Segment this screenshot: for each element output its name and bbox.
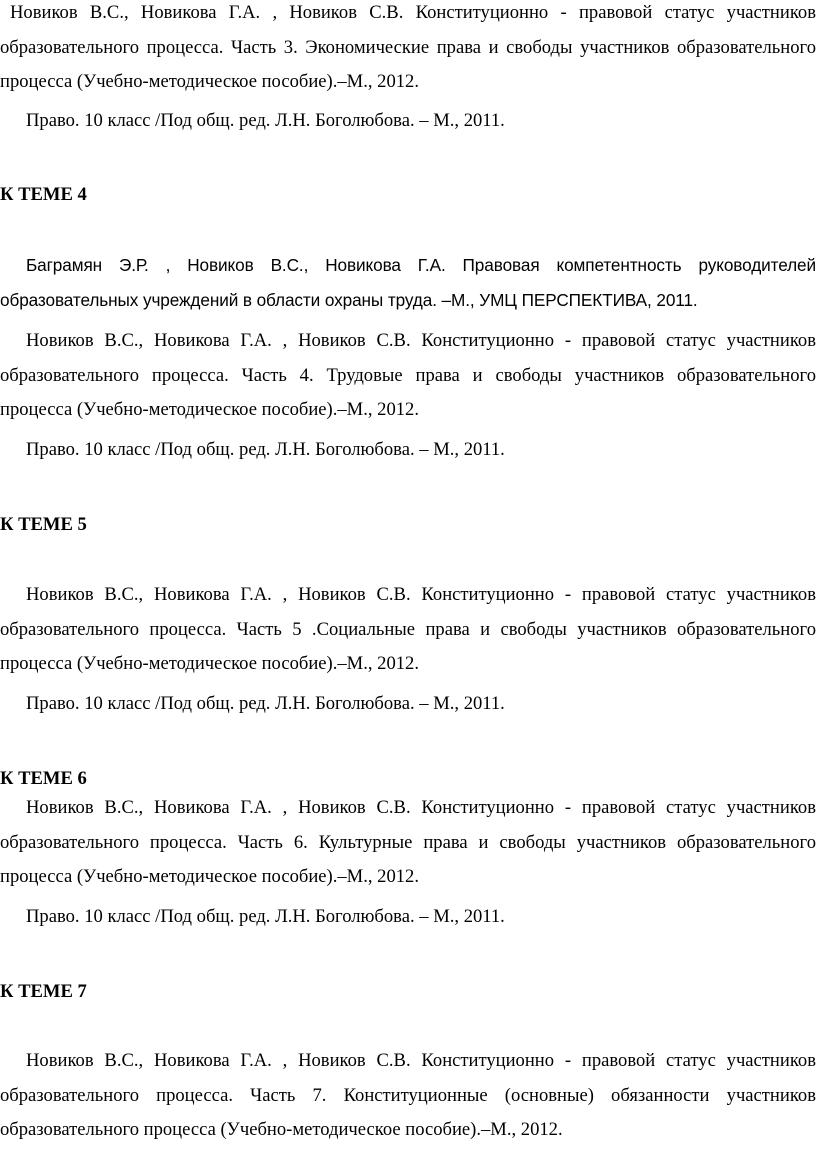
reference-novikov-part-4: Новиков В.С., Новикова Г.А. , Новиков С.В. Конституционно - правовой статус участников образовательного процесса. Часть 4. Трудовые права и свободы участников образовательного процесса (Учебно-методическое пособие).–М., 2012. [0,330,816,420]
reference-pravo-10-klass: Право. 10 класс /Под общ. ред. Л.Н. Боголюбова. – М., 2011. [26,439,505,460]
section-heading-tema-7: К ТЕМЕ 7 [0,981,87,1002]
reference-novikov-part-3: Новиков В.С., Новикова Г.А. , Новиков С.В. Конституционно - правовой статус участников образовательного процесса. Часть 3. Экономические права и свободы участников образовательного процесса (Учебно-методическое пособие).–М., 2012. [0,2,816,92]
reference-pravo-10-klass: Право. 10 класс /Под общ. ред. Л.Н. Боголюбова. – М., 2011. [26,906,505,927]
section-heading-tema-4: К ТЕМЕ 4 [0,184,87,205]
section-heading-tema-5: К ТЕМЕ 5 [0,514,87,535]
reference-pravo-10-klass: Право. 10 класс /Под общ. ред. Л.Н. Боголюбова. – М., 2011. [26,693,505,714]
reference-novikov-part-5: Новиков В.С., Новикова Г.А. , Новиков С.В. Конституционно - правовой статус участников образовательного процесса. Часть 5 .Социальные права и свободы участников образовательного процесса (Учебно-методическое пособие).–М., 2012. [0,584,816,674]
reference-novikov-part-7: Новиков В.С., Новикова Г.А. , Новиков С.В. Конституционно - правовой статус участников образовательного процесса. Часть 7. Конституционные (основные) обязанности участников образовательного процесса (Учебно-методическое пособие).–М., 2012. [0,1050,816,1140]
section-heading-tema-6: К ТЕМЕ 6 [0,768,87,789]
reference-novikov-part-6: Новиков В.С., Новикова Г.А. , Новиков С.В. Конституционно - правовой статус участников образовательного процесса. Часть 6. Культурные права и свободы участников образовательного процесса (Учебно-методическое пособие).–М., 2012. [0,797,816,887]
reference-bagramyan: Баграмян Э.Р. , Новиков В.С., Новикова Г.А. Правовая компетентность руководителей образовательных учреждений в области охраны труда. –М., УМЦ ПЕРСПЕКТИВА, 2011. [0,255,816,310]
reference-pravo-10-klass: Право. 10 класс /Под общ. ред. Л.Н. Боголюбова. – М., 2011. [26,110,505,131]
